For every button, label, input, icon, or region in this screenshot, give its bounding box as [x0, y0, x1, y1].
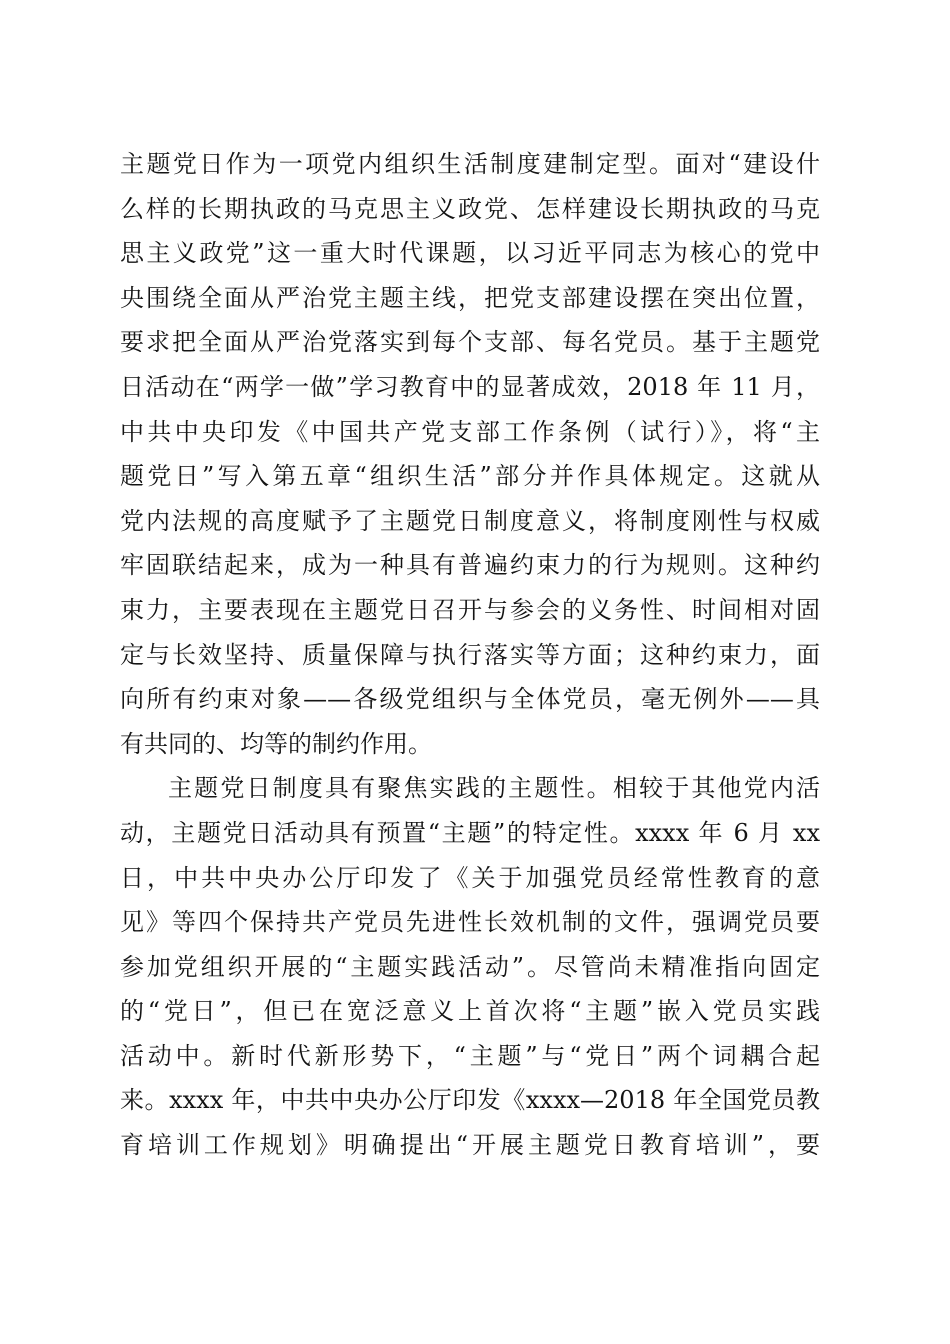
- text-line: 主题党日作为一项党内组织生活制度建制定型。面对“建设什: [120, 150, 820, 178]
- text-line: 束力，主要表现在主题党日召开与参会的义务性、时间相对固: [120, 595, 820, 624]
- text-line: 来。xxxx 年，中共中央办公厅印发《xxxx—2018 年全国党员教: [120, 1086, 820, 1115]
- document-body: [120, 142, 820, 1168]
- text-line: 日，中共中央办公厅印发了《关于加强党员经常性教育的意: [120, 863, 820, 892]
- text-line: 日活动在“两学一做”学习教育中的显著成效，2018 年 11 月，: [120, 372, 820, 401]
- text-line: 育培训工作规划》明确提出“开展主题党日教育培训”，要: [120, 1131, 820, 1160]
- text-line: 央围绕全面从严治党主题主线，把党支部建设摆在突出位置，: [120, 283, 820, 312]
- text-line: 见》等四个保持共产党员先进性长效机制的文件，强调党员要: [120, 908, 820, 937]
- paragraph-1: [120, 142, 820, 766]
- text-line: 向所有约束对象——各级党组织与全体党员，毫无例外——具: [120, 685, 820, 714]
- paragraph-2: [120, 766, 820, 1167]
- text-line: 党内法规的高度赋予了主题党日制度意义，将制度刚性与权威: [120, 506, 820, 535]
- text-line: 的“党日”，但已在宽泛意义上首次将“主题”嵌入党员实践: [120, 997, 820, 1026]
- text-line: 么样的长期执政的马克思主义政党、怎样建设长期执政的马克: [120, 194, 820, 223]
- text-line: 题党日”写入第五章“组织生活”部分并作具体规定。这就从: [120, 462, 820, 491]
- text-line: 中共中央印发《中国共产党支部工作条例（试行）》，将“主: [120, 417, 820, 446]
- text-line: 有共同的、均等的制约作用。: [120, 729, 432, 758]
- text-line: 要求把全面从严治党落实到每个支部、每名党员。基于主题党: [120, 328, 820, 357]
- text-line: 牢固联结起来，成为一种具有普遍约束力的行为规则。这种约: [120, 551, 820, 580]
- text-line: 定与长效坚持、质量保障与执行落实等方面；这种约束力，面: [120, 640, 820, 669]
- text-line: 主题党日制度具有聚焦实践的主题性。相较于其他党内活: [168, 774, 820, 803]
- text-line: 参加党组织开展的“主题实践活动”。尽管尚未精准指向固定: [120, 952, 820, 981]
- text-line: 动，主题党日活动具有预置“主题”的特定性。xxxx 年 6 月 xx: [120, 818, 820, 847]
- text-line: 活动中。新时代新形势下，“主题”与“党日”两个词耦合起: [120, 1041, 820, 1070]
- text-line: 思主义政党”这一重大时代课题，以习近平同志为核心的党中: [120, 239, 820, 268]
